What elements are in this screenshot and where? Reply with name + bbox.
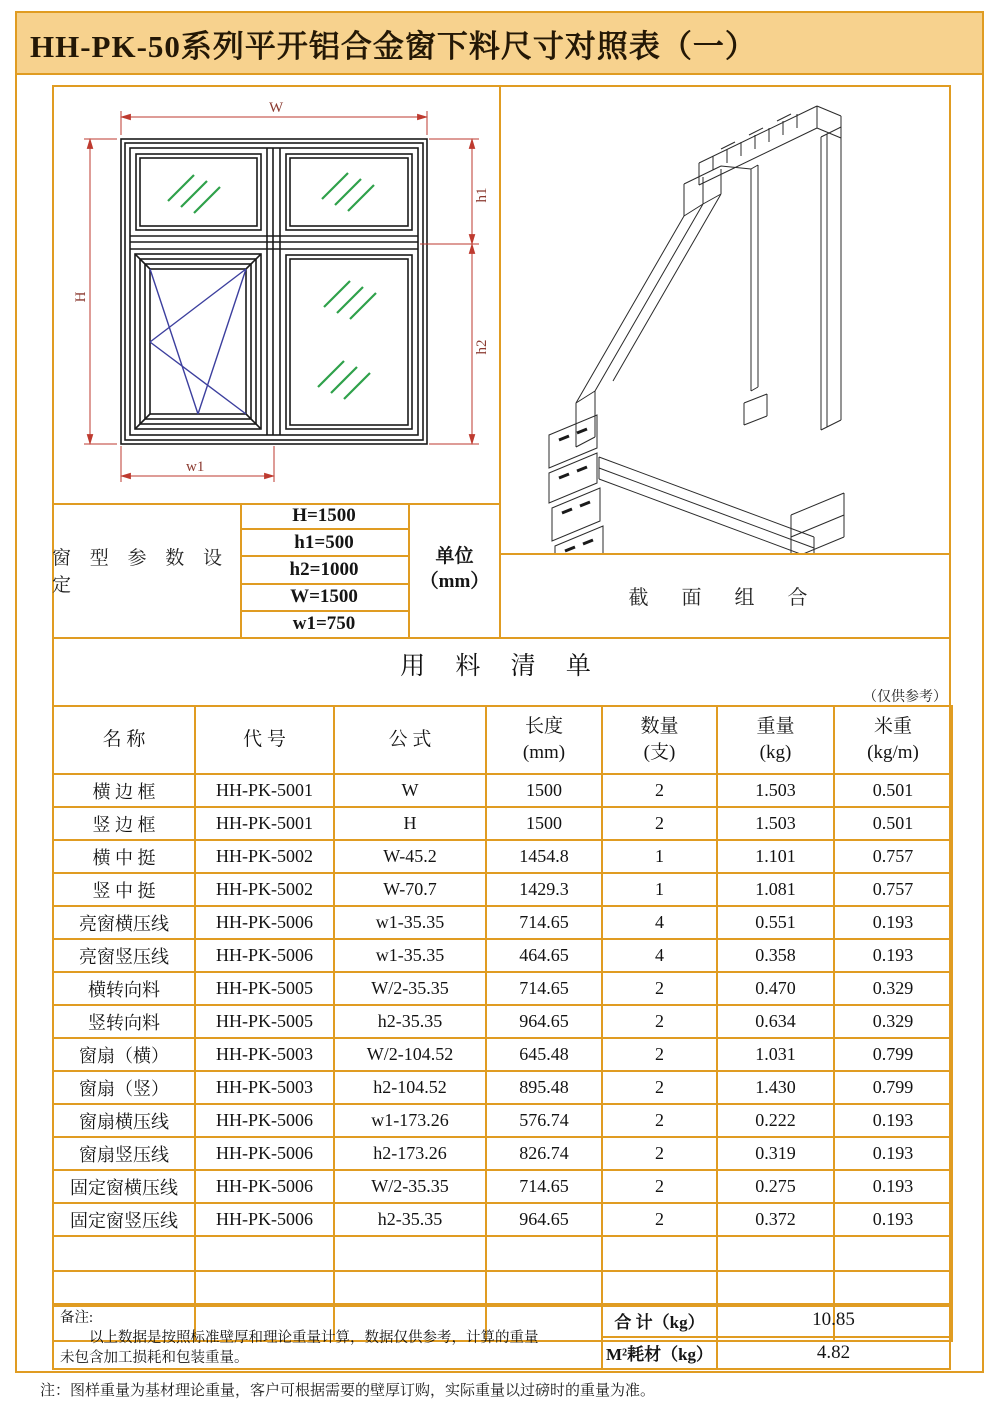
- cell-weight: 1.503: [717, 807, 834, 840]
- column-header-label: 长度: [524, 716, 563, 738]
- column-header-unit: (kg/m): [867, 742, 919, 763]
- cell-qty: 2: [602, 1203, 717, 1236]
- param-values: [240, 503, 408, 637]
- column-header-unit: (mm): [522, 742, 566, 763]
- material-row: [53, 972, 952, 1005]
- cell-code: HH-PK-5006: [195, 1104, 334, 1137]
- cell-weight: 1.031: [717, 1038, 834, 1071]
- empty-cell: [602, 1236, 717, 1271]
- cell-length: 576.74: [486, 1104, 602, 1137]
- cell-formula: W/2-35.35: [334, 972, 486, 1005]
- material-row: [53, 1203, 952, 1236]
- empty-row: [53, 1236, 952, 1271]
- cell-qty: 2: [602, 807, 717, 840]
- column-header-label: 名 称: [102, 729, 146, 751]
- empty-cell: [717, 1236, 834, 1271]
- cell-formula: h2-104.52: [334, 1071, 486, 1104]
- cell-meter-weight: 0.757: [834, 840, 952, 873]
- cell-formula: h2-173.26: [334, 1137, 486, 1170]
- cell-name: 窗扇横压线: [53, 1104, 195, 1137]
- empty-cell: [486, 1271, 602, 1306]
- cell-meter-weight: 0.193: [834, 1137, 952, 1170]
- empty-cell: [195, 1271, 334, 1306]
- cell-weight: 0.275: [717, 1170, 834, 1203]
- empty-cell: [717, 1271, 834, 1306]
- cell-name: 竖 边 框: [53, 807, 195, 840]
- empty-cell: [834, 1236, 952, 1271]
- material-table-header-row: [53, 706, 952, 774]
- cell-qty: 2: [602, 1170, 717, 1203]
- cell-code: HH-PK-5002: [195, 840, 334, 873]
- cell-length: 714.65: [486, 906, 602, 939]
- material-table-body: [53, 774, 952, 1341]
- column-header-label: 重量: [756, 716, 795, 738]
- cell-name: 横 中 挺: [53, 840, 195, 873]
- footer-note: 注：图样重量为基材理论重量，客户可根据需要的壁厚订购，实际重量以过磅时的重量为准。: [40, 1383, 656, 1399]
- cell-meter-weight: 0.329: [834, 1005, 952, 1038]
- column-header: [486, 706, 602, 774]
- cell-weight: 1.430: [717, 1071, 834, 1104]
- cell-qty: 4: [602, 906, 717, 939]
- material-row: [53, 1005, 952, 1038]
- cell-qty: 2: [602, 1071, 717, 1104]
- column-header-label: 公 式: [388, 729, 432, 751]
- cell-qty: 1: [602, 840, 717, 873]
- remark-cell: [54, 1305, 603, 1368]
- empty-cell: [53, 1236, 195, 1271]
- cell-length: 714.65: [486, 972, 602, 1005]
- empty-row: [53, 1271, 952, 1306]
- title-bar: [15, 11, 984, 75]
- cell-name: 横转向料: [53, 972, 195, 1005]
- cell-code: HH-PK-5002: [195, 873, 334, 906]
- cell-formula: w1-35.35: [334, 939, 486, 972]
- empty-cell: [334, 1236, 486, 1271]
- material-row: [53, 906, 952, 939]
- window-diagram-drawing: [52, 85, 499, 503]
- cell-code: HH-PK-5001: [195, 807, 334, 840]
- material-row: [53, 1104, 952, 1137]
- cell-meter-weight: 0.193: [834, 906, 952, 939]
- cell-weight: 0.319: [717, 1137, 834, 1170]
- notes-box: [52, 1303, 951, 1370]
- empty-cell: [334, 1271, 486, 1306]
- cell-meter-weight: 0.193: [834, 1170, 952, 1203]
- cell-formula: h2-35.35: [334, 1203, 486, 1236]
- cell-name: 固定窗横压线: [53, 1170, 195, 1203]
- section-assembly: [499, 85, 951, 553]
- cell-name: 固定窗竖压线: [53, 1203, 195, 1236]
- dim-label-h1: h1: [474, 187, 490, 203]
- cell-weight: 0.551: [717, 906, 834, 939]
- material-list-note: （仅供参考）: [863, 690, 947, 705]
- cell-code: HH-PK-5006: [195, 906, 334, 939]
- cell-length: 645.48: [486, 1038, 602, 1071]
- cell-weight: 0.222: [717, 1104, 834, 1137]
- cell-name: 窗扇竖压线: [53, 1137, 195, 1170]
- cell-weight: 0.372: [717, 1203, 834, 1236]
- column-header-label: 米重: [873, 716, 912, 738]
- cell-name: 亮窗竖压线: [53, 939, 195, 972]
- cell-code: HH-PK-5005: [195, 972, 334, 1005]
- cell-name: 亮窗横压线: [53, 906, 195, 939]
- cell-name: 横 边 框: [53, 774, 195, 807]
- cell-qty: 2: [602, 1005, 717, 1038]
- param-value: h2=1000: [240, 557, 408, 584]
- column-header-label: 代 号: [243, 729, 286, 751]
- dimension-lines: [84, 111, 479, 482]
- dim-label-h: H: [73, 291, 89, 303]
- material-row: [53, 1071, 952, 1104]
- total-label: 合 计（kg）: [603, 1305, 718, 1336]
- column-header-label: 数量: [640, 716, 679, 738]
- cell-qty: 2: [602, 972, 717, 1005]
- cell-code: HH-PK-5003: [195, 1038, 334, 1071]
- cell-name: 竖转向料: [53, 1005, 195, 1038]
- material-row: [53, 1038, 952, 1071]
- material-row: [53, 774, 952, 807]
- material-row: [53, 840, 952, 873]
- remark-label: 备注:: [60, 1310, 94, 1326]
- dim-label-w: W: [269, 100, 284, 116]
- column-header: [834, 706, 952, 774]
- remark-line1: 以上数据是按照标准壁厚和理论重量计算，数据仅供参考，计算的重量: [60, 1330, 539, 1346]
- cell-code: HH-PK-5006: [195, 939, 334, 972]
- cell-length: 714.65: [486, 1170, 602, 1203]
- remark-line2: 未包含加工损耗和包装重量。: [60, 1350, 249, 1366]
- param-group-label: [52, 503, 240, 637]
- cell-length: 964.65: [486, 1005, 602, 1038]
- cell-code: HH-PK-5001: [195, 774, 334, 807]
- cell-meter-weight: 0.799: [834, 1071, 952, 1104]
- column-header-unit: (kg): [759, 742, 792, 763]
- param-unit-label: 单位: [435, 546, 474, 568]
- per-sqm-label: M²耗材（kg）: [603, 1338, 718, 1369]
- cell-length: 1454.8: [486, 840, 602, 873]
- cell-name: 窗扇（横）: [53, 1038, 195, 1071]
- cell-meter-weight: 0.193: [834, 1104, 952, 1137]
- cell-code: HH-PK-5003: [195, 1071, 334, 1104]
- cell-length: 895.48: [486, 1071, 602, 1104]
- cell-formula: w1-35.35: [334, 906, 486, 939]
- cell-meter-weight: 0.799: [834, 1038, 952, 1071]
- totals-block: [603, 1305, 949, 1368]
- cell-qty: 2: [602, 774, 717, 807]
- page-title: HH-PK-50系列平开铝合金窗下料尺寸对照表（一）: [30, 28, 757, 64]
- cell-formula: W/2-104.52: [334, 1038, 486, 1071]
- cell-formula: W/2-35.35: [334, 1170, 486, 1203]
- column-header: [334, 706, 486, 774]
- material-list-title-text: 用 料 清 单: [400, 653, 603, 680]
- column-header: [195, 706, 334, 774]
- total-row: [603, 1305, 949, 1338]
- cell-qty: 2: [602, 1137, 717, 1170]
- param-unit-sub: （mm）: [419, 571, 490, 592]
- cell-meter-weight: 0.193: [834, 939, 952, 972]
- glass-hatch-marks: [168, 173, 376, 399]
- cell-weight: 0.470: [717, 972, 834, 1005]
- empty-cell: [486, 1236, 602, 1271]
- column-header: [53, 706, 195, 774]
- cell-qty: 1: [602, 873, 717, 906]
- cell-name: 窗扇（竖）: [53, 1071, 195, 1104]
- column-header-unit: (支): [643, 742, 676, 763]
- cell-meter-weight: 0.193: [834, 1203, 952, 1236]
- cell-weight: 0.358: [717, 939, 834, 972]
- param-value: H=1500: [240, 503, 408, 530]
- cell-length: 964.65: [486, 1203, 602, 1236]
- section-caption: [499, 553, 951, 637]
- cell-qty: 2: [602, 1038, 717, 1071]
- empty-cell: [53, 1271, 195, 1306]
- param-unit-cell: [408, 503, 501, 637]
- cell-meter-weight: 0.501: [834, 774, 952, 807]
- material-row: [53, 873, 952, 906]
- cell-qty: 4: [602, 939, 717, 972]
- material-table: [52, 705, 953, 1342]
- cell-code: HH-PK-5005: [195, 1005, 334, 1038]
- material-row: [53, 1170, 952, 1203]
- window-diagram: [52, 85, 499, 503]
- cell-length: 1500: [486, 807, 602, 840]
- cell-formula: w1-173.26: [334, 1104, 486, 1137]
- cell-weight: 1.101: [717, 840, 834, 873]
- total-value: 10.85: [812, 1309, 855, 1331]
- material-row: [53, 807, 952, 840]
- column-header: [717, 706, 834, 774]
- cell-weight: 0.634: [717, 1005, 834, 1038]
- cell-code: HH-PK-5006: [195, 1203, 334, 1236]
- cell-meter-weight: 0.329: [834, 972, 952, 1005]
- material-list-title: [52, 639, 951, 689]
- sash-opening-symbol: [150, 269, 246, 414]
- cell-length: 1500: [486, 774, 602, 807]
- cell-length: 1429.3: [486, 873, 602, 906]
- cell-formula: W-45.2: [334, 840, 486, 873]
- param-value: W=1500: [240, 585, 408, 612]
- cell-formula: W-70.7: [334, 873, 486, 906]
- param-value: h1=500: [240, 530, 408, 557]
- cell-meter-weight: 0.757: [834, 873, 952, 906]
- material-row: [53, 1137, 952, 1170]
- dim-label-h2: h2: [474, 339, 490, 355]
- column-header: [602, 706, 717, 774]
- section-assembly-drawing: [499, 85, 951, 553]
- cell-length: 826.74: [486, 1137, 602, 1170]
- empty-cell: [834, 1271, 952, 1306]
- cell-meter-weight: 0.501: [834, 807, 952, 840]
- material-row: [53, 939, 952, 972]
- dim-label-w1: w1: [186, 459, 205, 475]
- cell-qty: 2: [602, 1104, 717, 1137]
- cell-formula: H: [334, 807, 486, 840]
- empty-cell: [602, 1271, 717, 1306]
- cell-weight: 1.503: [717, 774, 834, 807]
- empty-cell: [195, 1236, 334, 1271]
- param-value: w1=750: [292, 613, 356, 635]
- section-caption-text: 截 面 组 合: [628, 586, 822, 609]
- cell-formula: h2-35.35: [334, 1005, 486, 1038]
- per-sqm-row: [603, 1338, 949, 1369]
- cell-weight: 1.081: [717, 873, 834, 906]
- cell-formula: W: [334, 774, 486, 807]
- cell-length: 464.65: [486, 939, 602, 972]
- cell-name: 竖 中 挺: [53, 873, 195, 906]
- cell-code: HH-PK-5006: [195, 1170, 334, 1203]
- param-group-label-text: 窗 型 参 数 设 定: [52, 548, 230, 596]
- cell-code: HH-PK-5006: [195, 1137, 334, 1170]
- per-sqm-value: 4.82: [816, 1341, 851, 1363]
- window-frame: [121, 139, 427, 444]
